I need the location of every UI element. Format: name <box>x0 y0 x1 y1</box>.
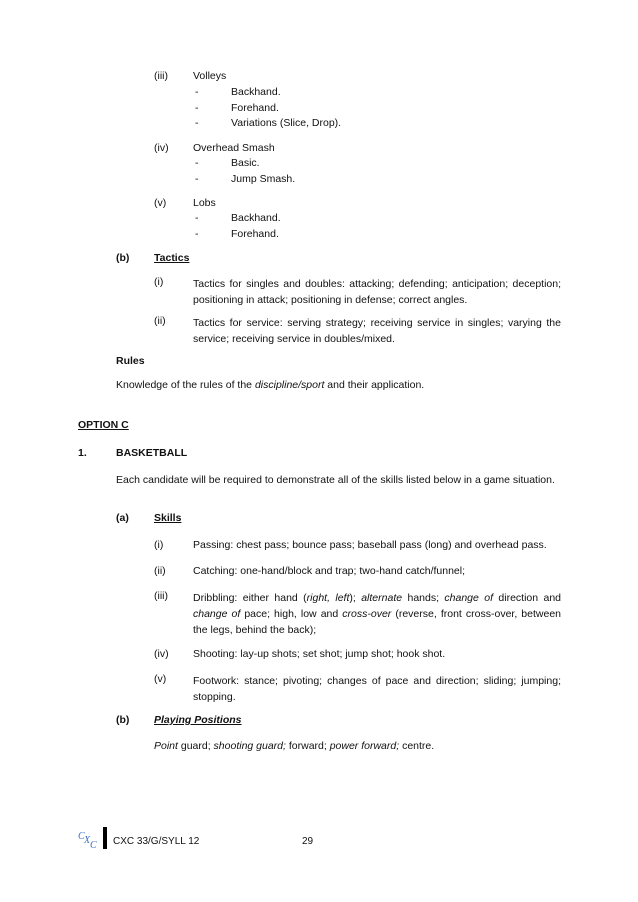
volleys-title: Volleys <box>193 70 227 82</box>
section-number: 1. <box>78 447 87 459</box>
positions-letter: (b) <box>116 714 130 726</box>
tactics-item-number: (ii) <box>154 315 166 327</box>
text-run: (reverse, front cross-over, between the legs, behind the back); <box>193 608 561 636</box>
list-item: Forehand. <box>231 102 279 114</box>
bullet-dash: - <box>195 212 199 224</box>
list-item: Variations (Slice, Drop). <box>231 117 342 129</box>
list-item: Basic. <box>231 157 260 169</box>
rules-heading: Rules <box>116 355 145 367</box>
rules-text-italic: discipline/sport <box>254 379 325 391</box>
svg-text:C: C <box>90 840 97 850</box>
cxc-logo <box>78 828 100 850</box>
tactics-item-text: Tactics for singles and doubles: attacking; defending; anticipation; deception; positioning in attack; positioning in defense; correct angles. <box>193 278 561 306</box>
option-heading: OPTION C <box>78 419 129 431</box>
rules-text <box>116 379 424 391</box>
tactics-item-number: (i) <box>154 276 164 288</box>
text-run-italic: shooting guard; <box>213 740 286 752</box>
skill-number: (iii) <box>154 590 168 602</box>
lobs-title: Lobs <box>193 197 216 209</box>
footer-divider-bar <box>103 827 107 849</box>
text-run-italic: change of <box>193 608 241 620</box>
svg-text:X: X <box>84 835 91 846</box>
bullet-dash: - <box>195 228 199 240</box>
skill-text: Shooting: lay-up shots; set shot; jump shot; hook shot. <box>193 648 446 660</box>
tactics-letter: (b) <box>116 252 130 264</box>
text-run-italic: right, left <box>306 592 350 604</box>
list-item: Backhand. <box>231 212 281 224</box>
page-number: 29 <box>302 836 314 847</box>
skill-text: Catching: one-hand/block and trap; two-hand catch/funnel; <box>193 565 466 577</box>
text-run: hands; <box>402 592 445 604</box>
text-run: forward; <box>285 740 330 752</box>
skill-number: (v) <box>154 673 167 685</box>
tactics-heading: Tactics <box>154 252 190 264</box>
text-run-italic: change of <box>444 592 494 604</box>
lobs-number: (v) <box>154 197 167 209</box>
text-run: pace; high, low and <box>240 608 343 620</box>
skill-text: Passing: chest pass; bounce pass; baseball pass (long) and overhead pass. <box>193 539 547 551</box>
skill-number: (ii) <box>154 565 166 577</box>
rules-text-start: Knowledge of the rules of the <box>116 379 255 391</box>
bullet-dash: - <box>195 157 199 169</box>
list-item: Jump Smash. <box>231 173 296 185</box>
text-run: ); <box>349 592 362 604</box>
smash-number: (iv) <box>154 142 169 154</box>
bullet-dash: - <box>195 173 199 185</box>
smash-title: Overhead Smash <box>193 142 275 154</box>
section-title: BASKETBALL <box>116 447 188 459</box>
list-item: Forehand. <box>231 228 279 240</box>
bullet-dash: - <box>195 86 199 98</box>
svg-text:C: C <box>78 831 85 842</box>
skill-text <box>193 590 561 638</box>
rules-text-end: and their application. <box>324 379 425 391</box>
text-run-italic: cross-over <box>342 608 392 620</box>
tactics-item-text: Tactics for service: serving strategy; receiving service in singles; varying the service; receiving service in doubles/mixed. <box>193 317 561 345</box>
skill-number: (i) <box>154 539 164 551</box>
text-run-italic: power forward; <box>329 740 400 752</box>
positions-text <box>154 740 434 752</box>
skill-number: (iv) <box>154 648 169 660</box>
footer-code: CXC 33/G/SYLL 12 <box>113 836 200 847</box>
intro-paragraph: Each candidate will be required to demonstrate all of the skills listed below in a game situation. <box>116 474 555 486</box>
bullet-dash: - <box>195 117 199 129</box>
positions-heading: Playing Positions <box>154 714 242 726</box>
skills-letter: (a) <box>116 512 129 524</box>
text-run: Dribbling: either hand ( <box>193 592 307 604</box>
skill-text: Footwork: stance; pivoting; changes of pace and direction; sliding; jumping; stopping. <box>193 675 561 703</box>
text-run-italic: alternate <box>361 592 403 604</box>
skills-heading: Skills <box>154 512 182 524</box>
list-item: Backhand. <box>231 86 281 98</box>
volleys-number: (iii) <box>154 70 168 82</box>
bullet-dash: - <box>195 102 199 114</box>
text-run-italic: Point <box>154 740 178 752</box>
text-run: direction and <box>493 592 562 604</box>
text-run: centre. <box>399 740 435 752</box>
text-run: guard; <box>177 740 214 752</box>
